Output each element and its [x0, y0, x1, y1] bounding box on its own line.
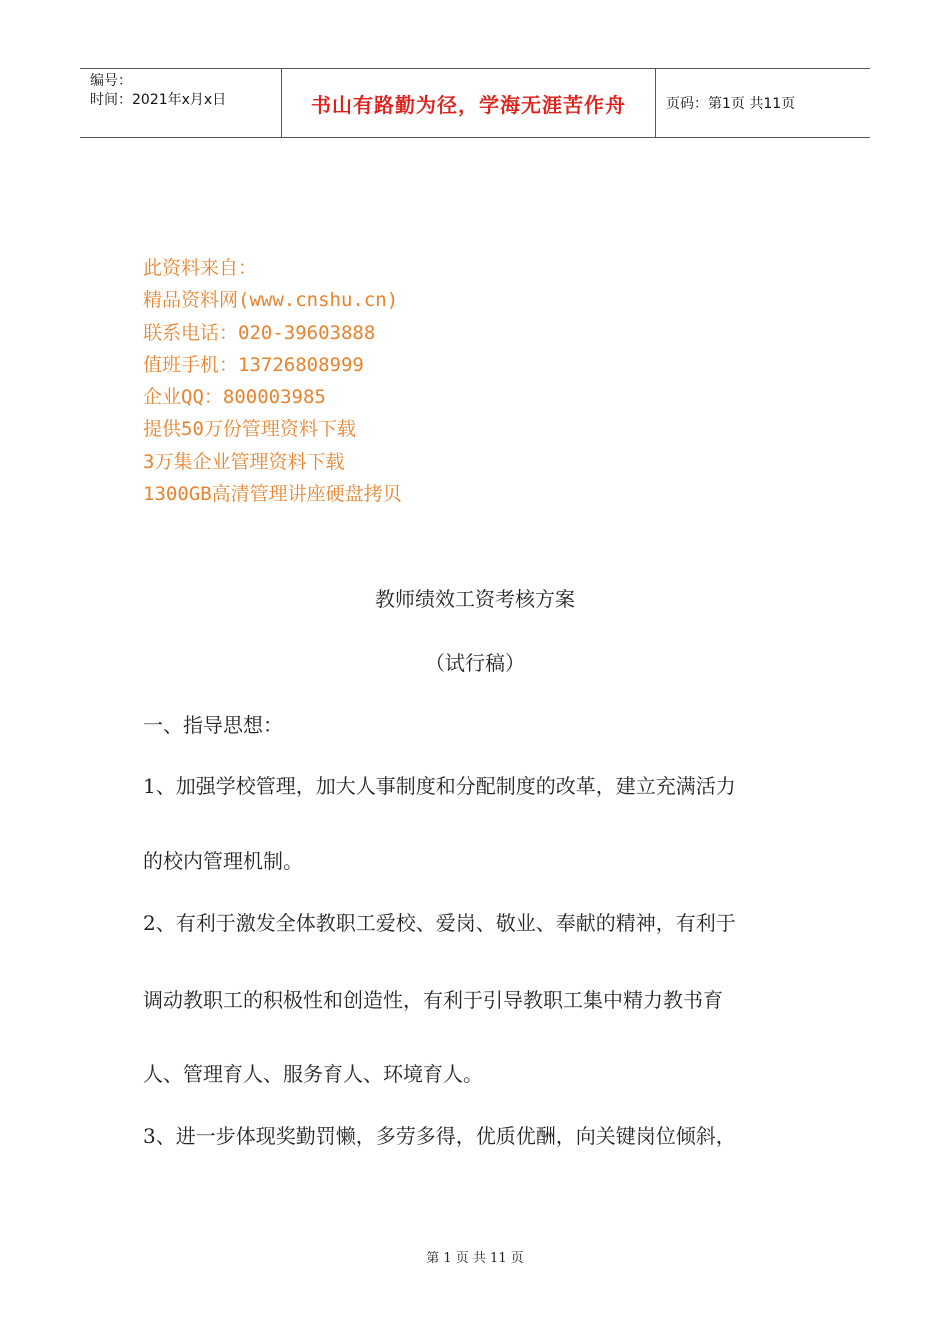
header-page-info: 页码：第1页 共11页	[666, 96, 796, 112]
ad-line: 值班手机：13726808999	[143, 353, 364, 376]
ad-line: 联系电话：020-39603888	[143, 321, 376, 344]
ad-line: 3万集企业管理资料下载	[143, 450, 345, 473]
ad-line: 此资料来自：	[143, 257, 258, 279]
header-meta	[80, 69, 282, 137]
ad-block	[143, 252, 402, 510]
body-line: 调动教职工的积极性和创造性，有利于引导教职工集中精力教书育	[143, 988, 723, 1012]
body-line: 2、有利于激发全体教职工爱校、爱岗、敬业、奉献的精神，有利于	[143, 911, 736, 935]
body-line: 的校内管理机制。	[143, 849, 303, 873]
page-footer: 第 1 页 共 11 页	[426, 1251, 524, 1266]
ad-line: 企业QQ：800003985	[143, 386, 326, 409]
document-subtitle: （试行稿）	[425, 651, 525, 675]
ad-line: 1300GB高清管理讲座硬盘拷贝	[143, 483, 402, 506]
number-label: 编号：	[90, 73, 132, 89]
header-motto: 书山有路勤为径，学海无涯苦作舟	[282, 69, 656, 137]
document-title: 教师绩效工资考核方案	[375, 587, 575, 611]
body-line: 1、加强学校管理，加大人事制度和分配制度的改革，建立充满活力	[143, 774, 736, 798]
time-label: 时间：2021年x月x日	[90, 92, 227, 108]
ad-line[interactable]: 精品资料网(www.cnshu.cn)	[143, 289, 399, 312]
section-heading: 一、指导思想：	[143, 713, 283, 737]
ad-line: 提供50万份管理资料下载	[143, 418, 356, 441]
body-line: 人、管理育人、服务育人、环境育人。	[143, 1062, 483, 1086]
document-header	[80, 68, 870, 138]
body-line: 3、进一步体现奖勤罚懒，多劳多得，优质优酬，向关键岗位倾斜，	[143, 1124, 736, 1148]
